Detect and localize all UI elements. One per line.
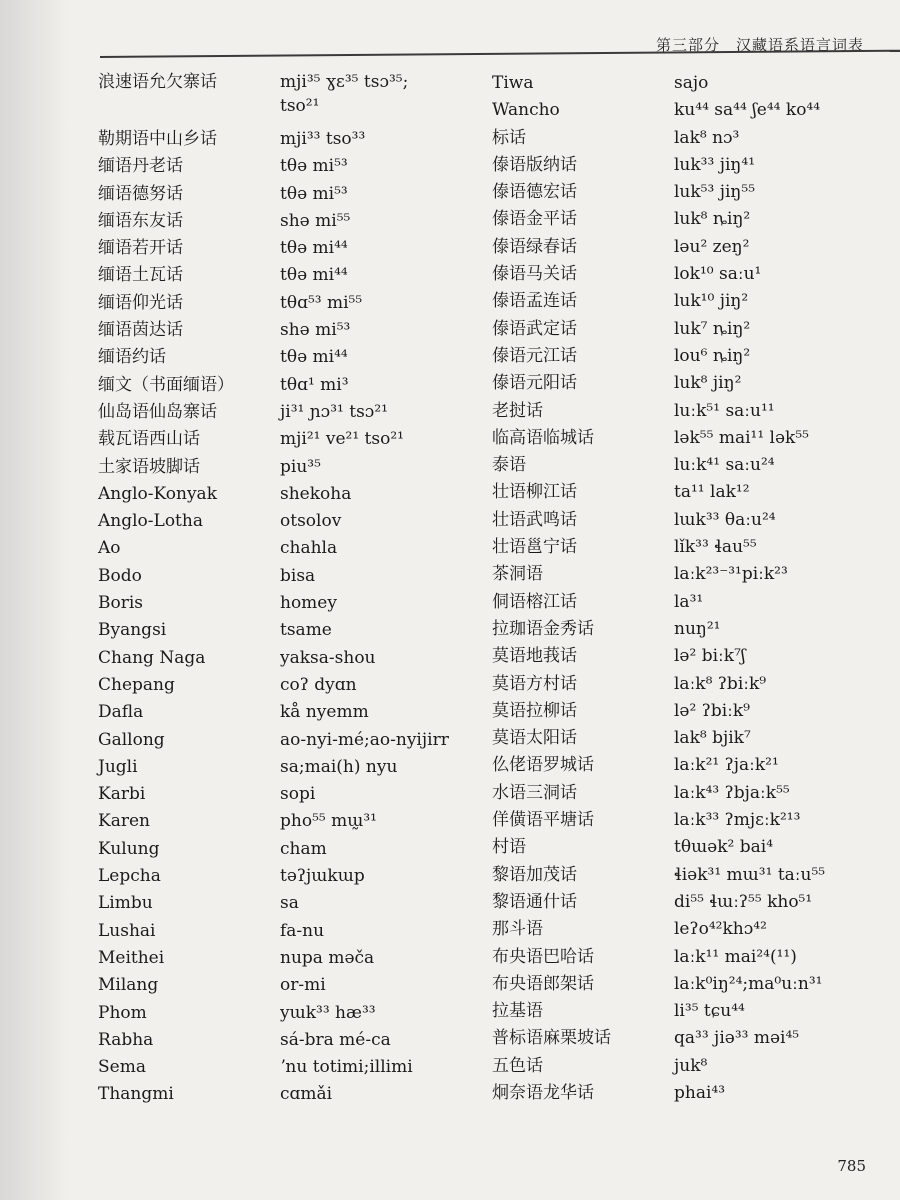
entry-row [492, 944, 882, 971]
entry-row [492, 398, 882, 425]
word-form: cham [280, 838, 327, 859]
language-name: Wancho [492, 100, 560, 121]
language-name: 布央语郎架话 [492, 973, 594, 994]
entry-row [98, 699, 518, 726]
entry-row [98, 918, 518, 945]
language-name: 土家语坡脚话 [98, 456, 200, 477]
word-form: yɯk³³ hæ³³ [280, 1002, 376, 1023]
page-number: 785 [837, 1157, 866, 1175]
word-form: sajo [674, 73, 709, 93]
word-form: or-mi [280, 975, 326, 996]
entry-row [98, 645, 518, 672]
entry-row [492, 998, 882, 1025]
language-name: 缅语东友话 [98, 210, 183, 231]
language-name: 黎语通什话 [492, 891, 577, 912]
language-name: 缅语约话 [98, 347, 166, 368]
entry-row [98, 1081, 518, 1108]
language-name: 傣语元江话 [492, 345, 577, 366]
entry-row [98, 208, 518, 235]
word-form: sa;mai(h) nyu [280, 756, 398, 777]
language-name: 缅语若开话 [98, 238, 183, 259]
word-form: tθɑ¹ mi³ [280, 374, 349, 395]
language-name: 拉珈语金秀话 [492, 618, 594, 639]
word-form: luk⁵³ jiŋ⁵⁵ [674, 182, 756, 203]
entry-row [98, 426, 518, 453]
word-form: ji³¹ ɲɔ³¹ tsɔ²¹ [280, 401, 388, 422]
language-name: Lushai [98, 920, 156, 941]
entry-row [492, 507, 882, 534]
language-name: 缅文（书面缅语） [98, 374, 234, 395]
language-name: Karbi [98, 784, 146, 805]
word-form: luk⁸ jiŋ² [674, 373, 742, 394]
language-name: 临高语临城话 [492, 427, 594, 448]
language-name: Lepcha [98, 866, 161, 887]
word-form: shekoha [280, 483, 352, 504]
word-form: laːk³³ ʔmjɛːk²¹³ [674, 810, 801, 831]
word-form: tθɯək² bai⁴ [674, 837, 774, 858]
language-name: 壮语武鸣话 [492, 509, 577, 530]
entry-row [492, 125, 882, 152]
word-form: mji³³ tso³³ [280, 129, 366, 149]
entry-row [492, 425, 882, 452]
entry-row [98, 317, 518, 344]
word-form: pho⁵⁵ mɯ̰³¹ [280, 811, 377, 832]
word-form: tθə mi⁴⁴ [280, 238, 348, 259]
entry-row [492, 343, 882, 370]
word-form: laːk⁰iŋ²⁴;ma⁰uːn³¹ [674, 973, 823, 994]
language-name: Jugli [98, 756, 138, 777]
language-name: Tiwa [492, 73, 534, 93]
language-name: 缅语土瓦话 [98, 265, 183, 286]
language-name: 傣语武定话 [492, 318, 577, 339]
entry-row [492, 725, 882, 752]
word-form: ʼnu totimi;illimi [280, 1057, 413, 1078]
entry-row [98, 181, 518, 208]
word-form: ɬiək³¹ mɯ³¹ taːu⁵⁵ [674, 864, 826, 885]
word-form: ləu² zeŋ² [674, 236, 750, 257]
language-name: 傣语孟连话 [492, 291, 577, 312]
entry-row [98, 535, 518, 562]
entry-row [98, 617, 518, 644]
word-form: luk¹⁰ jiŋ² [674, 291, 749, 312]
word-form: la³¹ [674, 591, 704, 612]
word-form: lə² biːk⁷ʃ [674, 646, 746, 667]
word-form: luːk⁵¹ saːu¹¹ [674, 400, 775, 421]
word-form: piu³⁵ [280, 456, 321, 477]
entry-row [492, 288, 882, 315]
entry-row [98, 508, 518, 535]
language-name: 缅语德努话 [98, 183, 183, 204]
word-form: fa-nu [280, 920, 325, 941]
entry-row [492, 780, 882, 807]
language-name: 水语三洞话 [492, 782, 577, 803]
word-form: nupa məča [280, 947, 375, 968]
entry-row [492, 807, 882, 834]
language-name: Meithei [98, 947, 165, 968]
word-form: laːk¹¹ mai²⁴(¹¹) [674, 946, 797, 967]
word-form: lou⁶ ȵiŋ² [674, 345, 751, 366]
entry-row [98, 1054, 518, 1081]
entry-row [98, 70, 518, 118]
entry-row [98, 590, 518, 617]
entry-row [492, 698, 882, 725]
word-form: yaksa-shou [280, 647, 376, 668]
word-form: phai⁴³ [674, 1082, 726, 1103]
language-name: Karen [98, 811, 150, 832]
language-name: 佯僙语平塘话 [492, 810, 594, 831]
word-form: luk⁷ ȵiŋ² [674, 318, 751, 339]
language-name: Byangsi [98, 620, 167, 641]
language-name: Gallong [98, 729, 165, 750]
entry-row [492, 1053, 882, 1080]
entry-row [98, 372, 518, 399]
language-name: 傣语德宏话 [492, 182, 577, 203]
entry-row [492, 152, 882, 179]
language-name: Chang Naga [98, 647, 206, 668]
language-name: 五色话 [492, 1055, 543, 1076]
word-form: kå nyemm [280, 702, 369, 723]
word-form: tθə mi⁴⁴ [280, 265, 348, 286]
entry-row [98, 836, 518, 863]
language-name: 仙岛语仙岛寨话 [98, 401, 217, 422]
word-form: lak⁸ nɔ³ [674, 127, 740, 148]
entry-row [492, 616, 882, 643]
entry-row [492, 561, 882, 588]
word-form: bisa [280, 565, 316, 586]
word-form: lək⁵⁵ mai¹¹ lək⁵⁵ [674, 427, 809, 448]
word-form: lak⁸ bjik⁷ [674, 728, 751, 749]
language-name: 傣语金平话 [492, 209, 577, 230]
entry-row [492, 971, 882, 998]
language-name: 勒期语中山乡话 [98, 129, 217, 149]
word-form: tθə mi⁴⁴ [280, 347, 348, 368]
entry-row [98, 672, 518, 699]
entry-row [492, 261, 882, 288]
left-column [98, 70, 518, 1109]
language-name: Chepang [98, 674, 175, 695]
word-form: laːk²¹ ʔjaːk²¹ [674, 755, 779, 776]
language-name: 傣语版纳话 [492, 154, 577, 175]
word-form: ta¹¹ lak¹² [674, 482, 750, 503]
language-name: Ao [98, 538, 121, 559]
entry-row [492, 752, 882, 779]
language-name: 莫语方村话 [492, 673, 577, 694]
word-form: shə mi⁵⁵ [280, 210, 351, 231]
word-form: sá-bra mé-ca [280, 1029, 391, 1050]
language-name: 仫佬语罗城话 [492, 755, 594, 776]
language-name: Phom [98, 1002, 147, 1023]
entry-row [98, 863, 518, 890]
word-form: li³⁵ tɕu⁴⁴ [674, 1001, 745, 1022]
entry-row [492, 916, 882, 943]
word-form: lǐk³³ ɬau⁵⁵ [674, 537, 757, 558]
entry-row [492, 370, 882, 397]
language-name: Rabha [98, 1029, 154, 1050]
language-name: 泰语 [492, 455, 526, 476]
word-form: mji³⁵ ɣɛ³⁵ tsɔ³⁵; tso²¹ [280, 72, 409, 116]
word-form: lə² ʔbiːk⁹ [674, 700, 750, 721]
language-name: 傣语马关话 [492, 264, 577, 285]
language-name: 傣语绿春话 [492, 236, 577, 257]
entry-row [98, 481, 518, 508]
entry-row [492, 479, 882, 506]
entry-row [492, 179, 882, 206]
word-form: tθə mi⁵³ [280, 183, 348, 204]
language-name: 缅语仰光话 [98, 292, 183, 313]
entry-row [492, 834, 882, 861]
entry-row [98, 235, 518, 262]
entry-row [98, 153, 518, 180]
entry-row [492, 889, 882, 916]
word-form: homey [280, 593, 337, 614]
entry-row [492, 862, 882, 889]
language-name: Milang [98, 975, 159, 996]
entry-row [98, 563, 518, 590]
language-name: Bodo [98, 565, 142, 586]
entry-row [98, 945, 518, 972]
word-form: lɯk³³ θaːu²⁴ [674, 509, 776, 530]
word-form: otsolov [280, 511, 342, 532]
right-column [492, 70, 882, 1107]
entry-row [98, 727, 518, 754]
word-form: tsame [280, 620, 332, 641]
word-form: luːk⁴¹ saːu²⁴ [674, 455, 775, 476]
entry-row [98, 1000, 518, 1027]
word-form: luk⁸ ȵiŋ² [674, 209, 751, 230]
language-name: 载瓦语西山话 [98, 429, 200, 450]
language-name: 莫语地莪话 [492, 646, 577, 667]
word-form: lok¹⁰ saːu¹ [674, 264, 762, 285]
language-name: Limbu [98, 893, 153, 914]
entry-row [492, 1025, 882, 1052]
word-form: ku⁴⁴ sa⁴⁴ ʃe⁴⁴ ko⁴⁴ [674, 100, 821, 121]
language-name: 炯奈语龙华话 [492, 1082, 594, 1103]
word-form: di⁵⁵ ɬɯːʔ⁵⁵ kho⁵¹ [674, 891, 813, 912]
word-form: laːk²³⁻³¹piːk²³ [674, 564, 788, 585]
language-name: 侗语榕江话 [492, 591, 577, 612]
entry-row [492, 316, 882, 343]
language-name: 老挝话 [492, 400, 543, 421]
language-name: 莫语太阳话 [492, 728, 577, 749]
language-name: 壮语邕宁话 [492, 537, 577, 558]
language-name: 拉基语 [492, 1001, 543, 1022]
word-form: tθɑ⁵³ mi⁵⁵ [280, 292, 363, 313]
entry-row [492, 534, 882, 561]
word-form: luk³³ jiŋ⁴¹ [674, 154, 756, 175]
language-name: Kulung [98, 838, 160, 859]
word-form: laːk⁴³ ʔbjaːk⁵⁵ [674, 782, 790, 803]
word-form: laːk⁸ ʔbiːk⁹ [674, 673, 767, 694]
word-form: cɑmǎi [280, 1084, 333, 1105]
language-name: 茶洞语 [492, 564, 543, 585]
language-name: 缅语丹老话 [98, 156, 183, 177]
entry-row [98, 972, 518, 999]
language-name: 那斗语 [492, 919, 543, 940]
language-name: 布央语巴哈话 [492, 946, 594, 967]
language-name: Boris [98, 593, 144, 614]
word-form: chahla [280, 538, 338, 559]
language-name: 黎语加茂话 [492, 864, 577, 885]
word-form: leʔo⁴²khɔ⁴² [674, 919, 767, 940]
entry-row [98, 290, 518, 317]
word-form: qa³³ jiə³³ məi⁴⁵ [674, 1028, 800, 1049]
entry-row [492, 234, 882, 261]
entry-row [98, 344, 518, 371]
language-name: Sema [98, 1057, 146, 1078]
entry-row [98, 399, 518, 426]
entry-row [98, 454, 518, 481]
language-name: Thangmi [98, 1084, 174, 1105]
entry-row [98, 126, 518, 153]
entry-row [98, 890, 518, 917]
word-form: sopi [280, 784, 316, 805]
language-name: 村语 [492, 837, 526, 858]
word-form: ao-nyi-mé;ao-nyijirr [280, 729, 449, 750]
word-form: təʔjɯkɯp [280, 866, 365, 887]
language-name: 傣语元阳话 [492, 373, 577, 394]
entry-row [492, 1080, 882, 1107]
word-form: mji²¹ ve²¹ tso²¹ [280, 429, 404, 450]
language-name: Dafla [98, 702, 144, 723]
language-name: 缅语茵达话 [98, 320, 183, 341]
entry-row [492, 452, 882, 479]
page-edge-shadow [0, 0, 70, 1200]
entry-row [98, 262, 518, 289]
entry-row [492, 589, 882, 616]
entry-row [98, 808, 518, 835]
entry-row [492, 97, 882, 124]
entry-row [98, 754, 518, 781]
entry-row [492, 70, 882, 97]
word-form: juk⁸ [674, 1055, 708, 1076]
running-header: 第三部分 汉藏语系语言词表 [655, 36, 864, 54]
language-name: Anglo-Konyak [98, 483, 217, 504]
entry-row [98, 1027, 518, 1054]
language-name: 浪速语允欠寨话 [98, 72, 217, 92]
entry-row [492, 671, 882, 698]
language-name: 标话 [492, 127, 526, 148]
language-name: 普标语麻栗坡话 [492, 1028, 611, 1049]
entry-row [98, 781, 518, 808]
word-form: nuŋ²¹ [674, 618, 721, 639]
entry-row [492, 206, 882, 233]
word-form: tθə mi⁵³ [280, 156, 348, 177]
language-name: Anglo-Lotha [98, 511, 203, 532]
word-form: shə mi⁵³ [280, 320, 351, 341]
entry-row [492, 643, 882, 670]
language-name: 壮语柳江话 [492, 482, 577, 503]
language-name: 莫语拉柳话 [492, 700, 577, 721]
word-form: coʔ dyɑn [280, 674, 357, 695]
word-form: sa [280, 893, 299, 914]
